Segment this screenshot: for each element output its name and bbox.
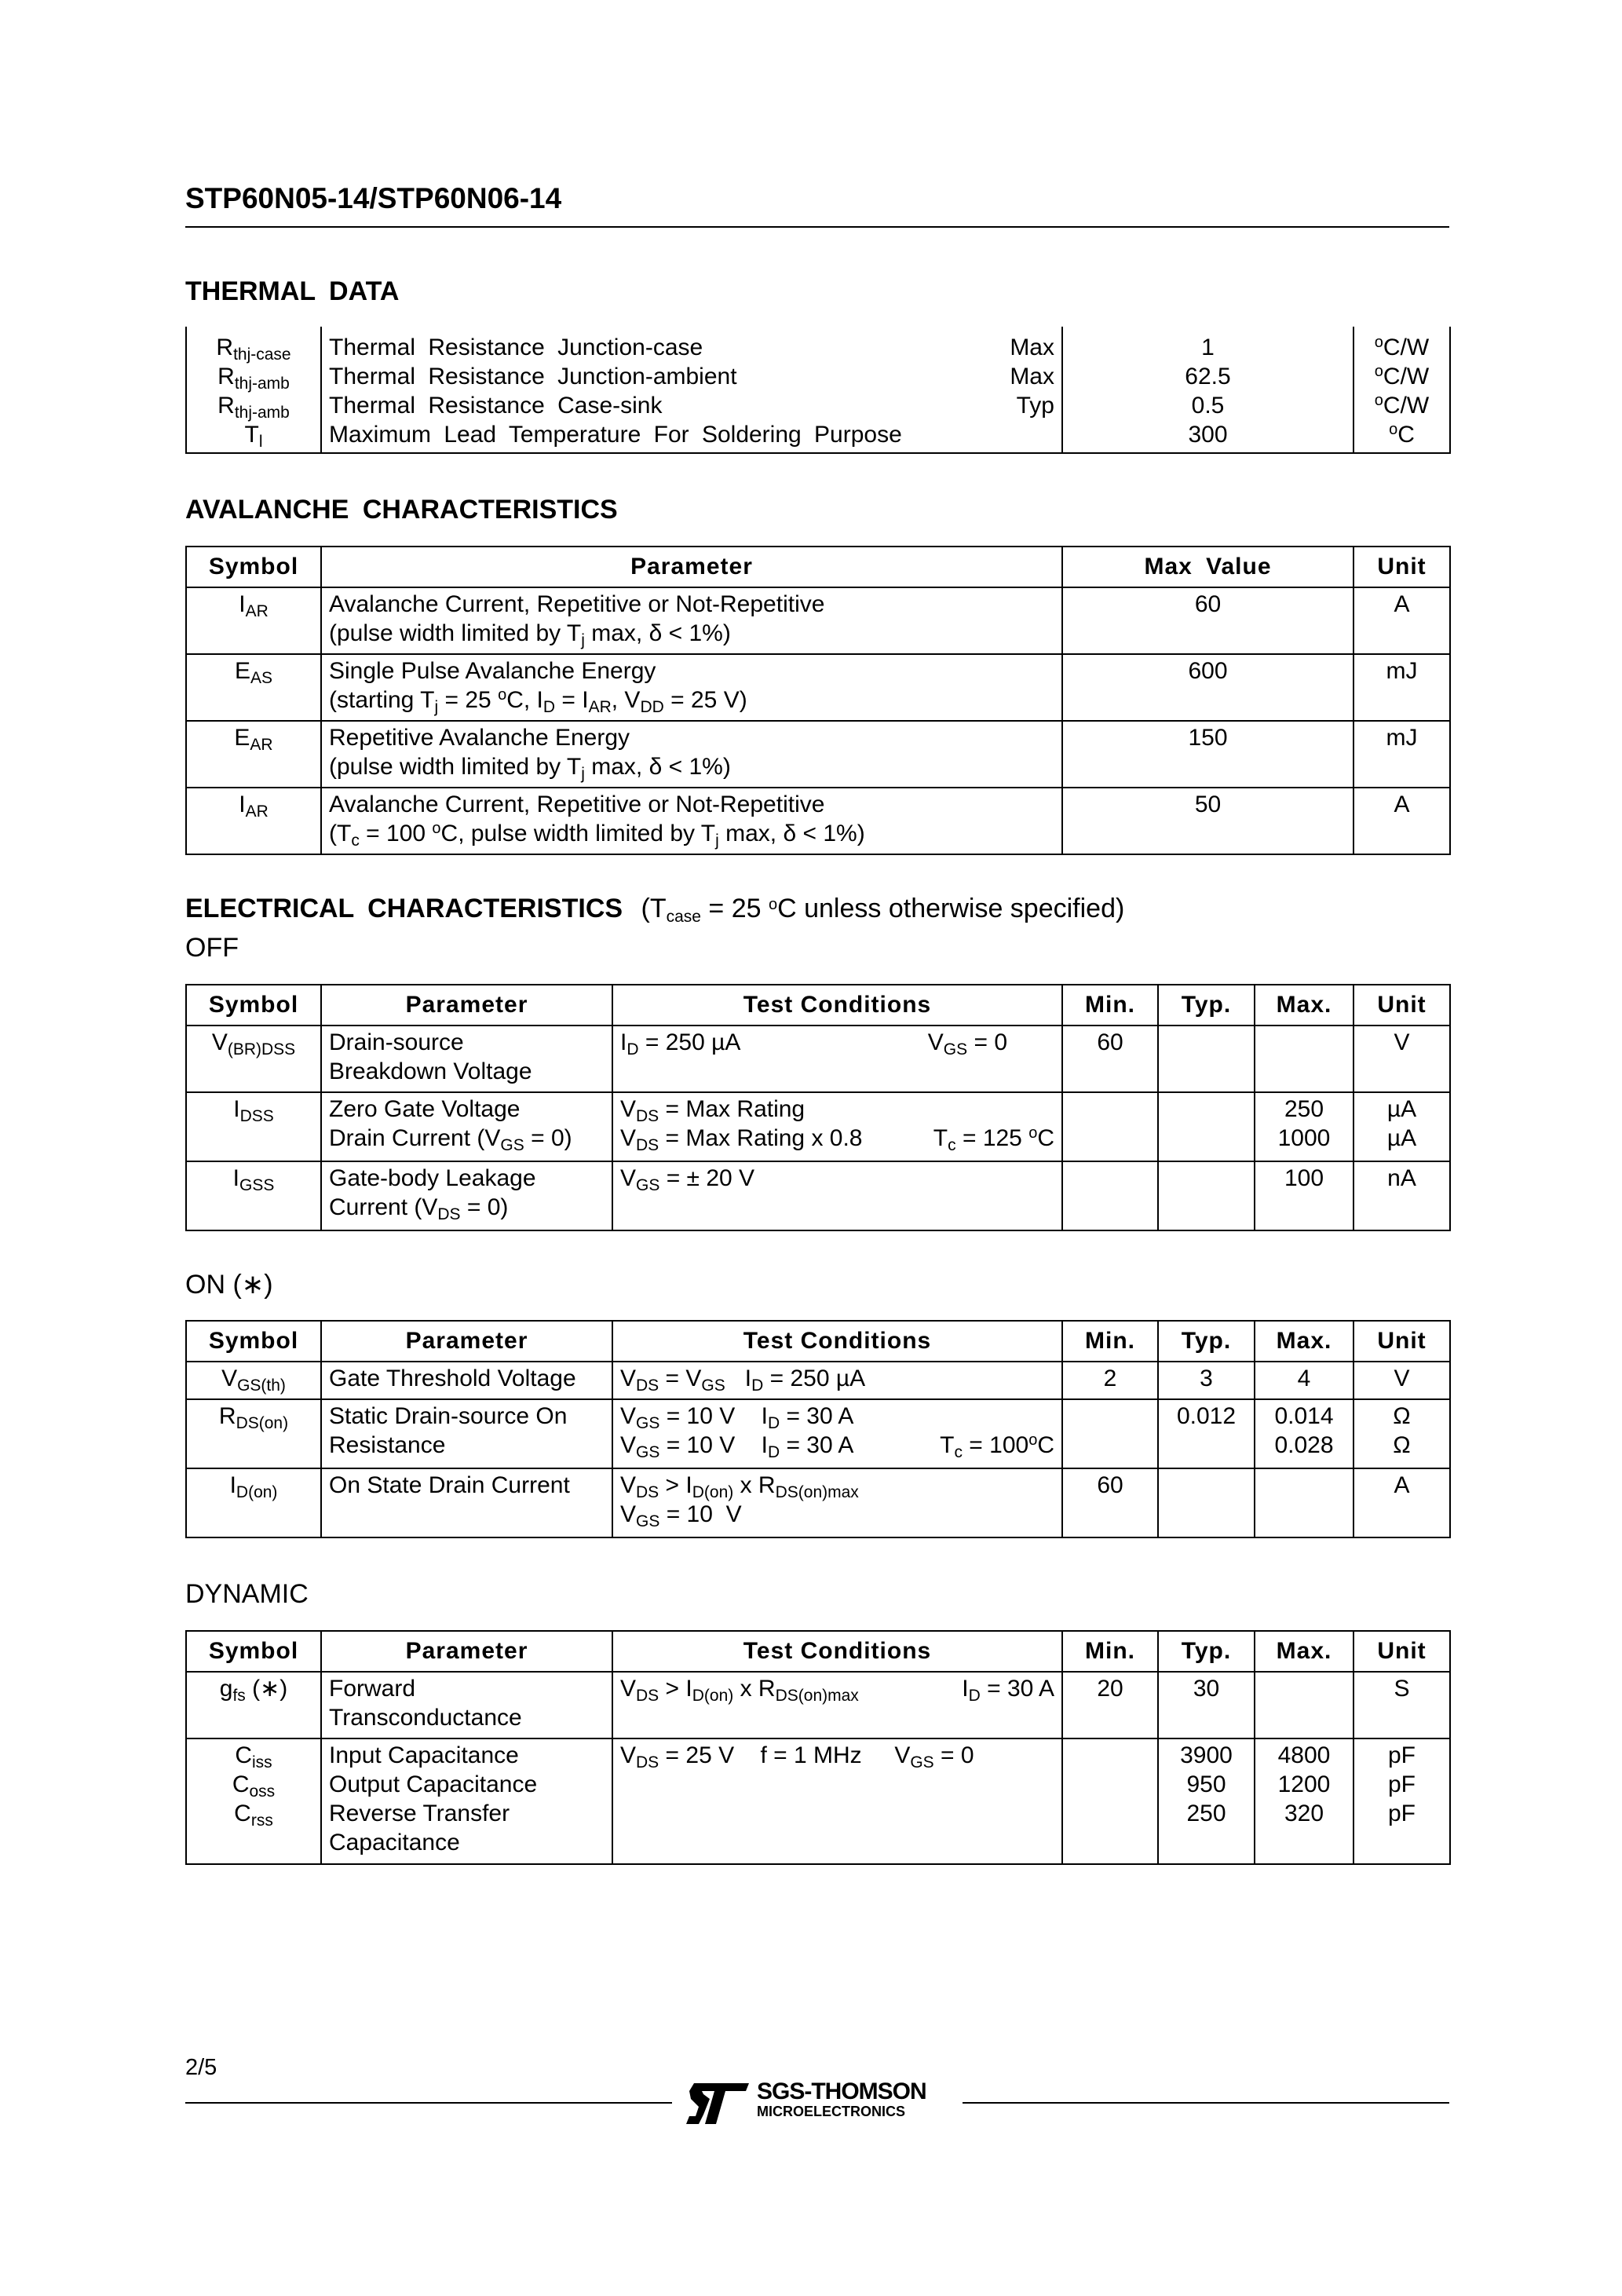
col-unit: Unit xyxy=(1353,985,1450,1026)
brand-sub: MICROELECTRONICS xyxy=(757,2104,905,2119)
col-unit: Unit xyxy=(1353,547,1450,587)
table-row: $R_{DS(on)}$ Static Drain-source On Resistance $V_{GS} = 10$ V $I_D = 30$ A $V_{GS} = 10$ V $I_D = 30$ A $T_c = 100^oC$ 0.012 0.014 0.028 Ω Ω xyxy=(186,1399,1450,1468)
dynamic-heading: DYNAMIC xyxy=(185,1579,309,1609)
col-typ: Typ. xyxy=(1158,985,1255,1026)
sgs-thomson-logo xyxy=(686,2080,953,2126)
electrical-heading: ELECTRICAL CHARACTERISTICS xyxy=(185,894,623,923)
st-logo-mark: ST xyxy=(686,2083,688,2084)
col-symbol: Symbol xyxy=(186,1321,321,1362)
col-typ: Typ. xyxy=(1158,1631,1255,1672)
col-test-conditions: Test Conditions xyxy=(612,1321,1062,1362)
brand-name: SGS-THOMSON xyxy=(757,2078,926,2104)
thermal-heading: THERMAL DATA xyxy=(185,276,400,306)
electrical-heading-line: ELECTRICAL CHARACTERISTICS ($T_{case} = 25$ $^o$C unless otherwise specified) xyxy=(185,894,1125,926)
col-typ: Typ. xyxy=(1158,1321,1255,1362)
col-min: Min. xyxy=(1062,985,1158,1026)
table-row: $E_{AS}$ Single Pulse Avalanche Energy (starting $T_j = 25$ $^o$C, $I_D = I_{AR}$, $V_{DD} = 25$ V) 600 mJ xyxy=(186,654,1450,721)
table-row: $I_{GSS}$ Gate-body Leakage Current $(V_{DS} = 0)$ $V_{GS}$ = ± 20 V 100 nA xyxy=(186,1161,1450,1230)
header-rule xyxy=(185,226,1449,228)
table-row: $V_{GS(th)}$ Gate Threshold Voltage $V_{DS} = V_{GS}$ $I_D = 250$ µA 2 3 4 V xyxy=(186,1362,1450,1399)
table-row: $V_{(BR)DSS}$ Drain-source Breakdown Voltage $I_D = 250$ µA $V_{GS} = 0$ 60 V xyxy=(186,1026,1450,1092)
col-symbol: Symbol xyxy=(186,1631,321,1672)
avalanche-table xyxy=(185,546,1451,855)
col-test-conditions: Test Conditions xyxy=(612,1631,1062,1672)
st-logo-icon xyxy=(686,2083,751,2124)
table-row: $E_{AR}$ Repetitive Avalanche Energy (pulse width limited by $T_j$ max, δ < 1%) 150 mJ xyxy=(186,721,1450,788)
table-row: $I_{AR}$ Avalanche Current, Repetitive or Not-Repetitive ($T_c = 100$ $^o$C, pulse width limited by $T_j$ max, δ < 1%) 50 A xyxy=(186,788,1450,854)
avalanche-heading: AVALANCHE CHARACTERISTICS xyxy=(185,495,618,525)
col-unit: Unit xyxy=(1353,1631,1450,1672)
table-row: $I_{AR}$ Avalanche Current, Repetitive or Not-Repetitive (pulse width limited by $T_j$ max, δ < 1%) 60 A xyxy=(186,587,1450,654)
col-parameter: Parameter xyxy=(321,985,612,1026)
col-symbol: Symbol xyxy=(186,985,321,1026)
table-row: $C_{iss}$ $C_{oss}$ $C_{rss}$ Input Capacitance Output Capacitance Reverse Transfer Capacitance $V_{DS} = 25$ V f = 1 MHz $V_{GS} = 0$ 3900 950 250 4800 1200 320 pF pF pF xyxy=(186,1738,1450,1864)
page-title: STP60N05-14/STP60N06-14 xyxy=(185,182,562,214)
col-min: Min. xyxy=(1062,1321,1158,1362)
table-row: $I_{D(on)}$ On State Drain Current $V_{DS} > I_{D(on)}$ x $R_{DS(on)max}$ $V_{GS} = 10$ V 60 A xyxy=(186,1468,1450,1537)
on-heading: ON (∗) xyxy=(185,1270,273,1300)
col-min: Min. xyxy=(1062,1631,1158,1672)
footer-rule-left xyxy=(185,2102,672,2104)
off-heading: OFF xyxy=(185,933,239,963)
col-max: Max. xyxy=(1255,985,1353,1026)
table-row: $R_{thj-case}$ $R_{thj-amb}$ $R_{thj-amb}$ $T_l$ Thermal Resistance Junction-case Max Thermal Resistance Junction-ambient Max Thermal Resistance Case-sink Typ Maximum Lead Temperature For Soldering Purpose 1 62.5 0.5 300 $^o$C/W $^o$C/W $^o$C/W $^o$C xyxy=(186,327,1450,452)
footer-rule-right xyxy=(963,2102,1449,2104)
dynamic-table xyxy=(185,1630,1451,1865)
col-parameter: Parameter xyxy=(321,1321,612,1362)
col-test-conditions: Test Conditions xyxy=(612,985,1062,1026)
col-parameter: Parameter xyxy=(321,1631,612,1672)
col-max-value: Max Value xyxy=(1062,547,1353,587)
table-row: $g_{fs}$ (∗) Forward Transconductance $V_{DS} > I_{D(on)}$ x $R_{DS(on)max}$ $I_D = 30$ A 20 30 S xyxy=(186,1672,1450,1738)
off-table xyxy=(185,984,1451,1231)
on-table xyxy=(185,1320,1451,1538)
page-number: 2/5 xyxy=(185,2055,217,2080)
col-max: Max. xyxy=(1255,1321,1353,1362)
col-unit: Unit xyxy=(1353,1321,1450,1362)
col-max: Max. xyxy=(1255,1631,1353,1672)
table-row: $I_{DSS}$ Zero Gate Voltage Drain Current $(V_{GS} = 0)$ $V_{DS}$ = Max Rating $V_{DS}$ = Max Rating x 0.8 $T_c = 125$ $^o$C 250 1000 µA µA xyxy=(186,1092,1450,1161)
thermal-table xyxy=(185,327,1451,454)
col-parameter: Parameter xyxy=(321,547,1062,587)
col-symbol: Symbol xyxy=(186,547,321,587)
